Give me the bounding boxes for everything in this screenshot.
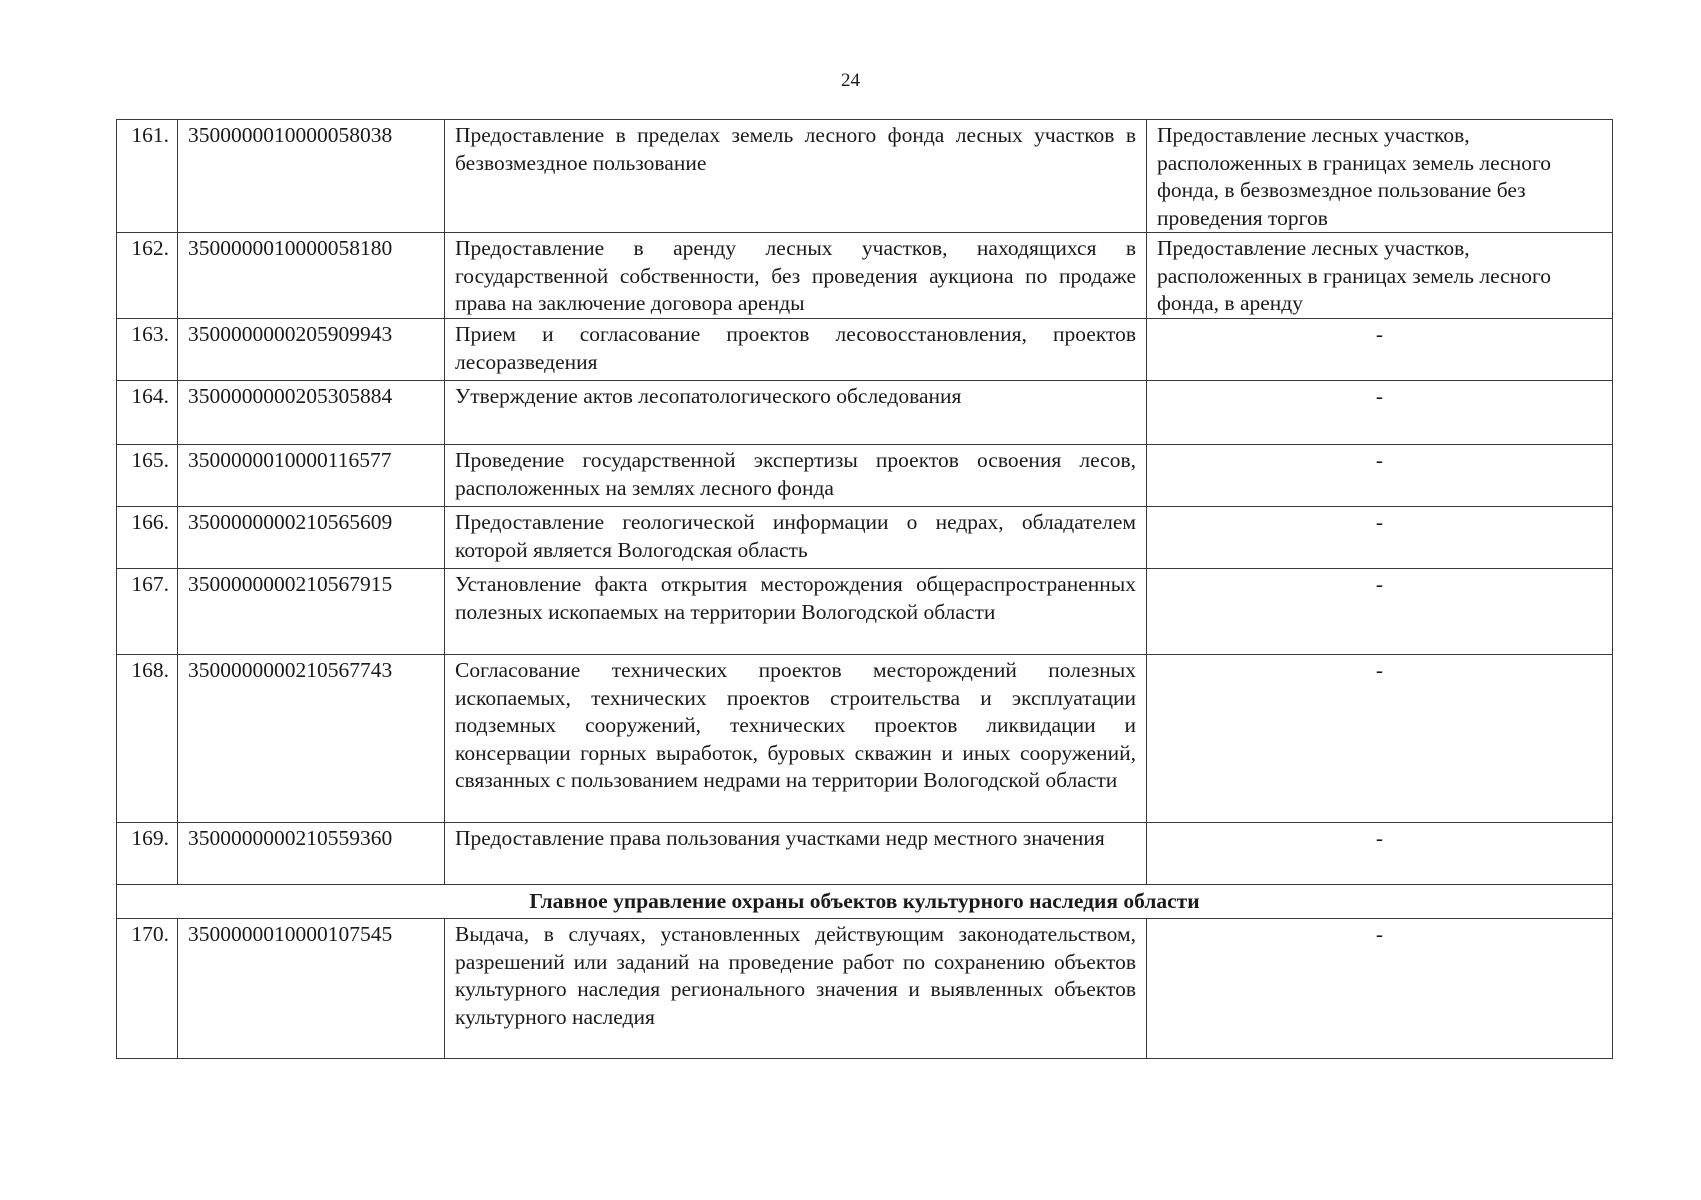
service-code: 3500000000210567743 [178, 655, 445, 823]
service-code: 3500000010000058180 [178, 233, 445, 319]
service-note: Предоставление лесных участков, расположенных в границах земель лесного фонда, в аренду [1147, 233, 1613, 319]
service-name: Согласование технических проектов месторождений полезных ископаемых, технических проектов строительства и эксплуатации подземных сооружений, технических проектов ликвидации и консервации горных выработок, буровых скважин и иных сооружений, связанных с пользованием недрами на территории Вологодской области [445, 655, 1147, 823]
service-code: 3500000010000116577 [178, 445, 445, 507]
table-row [117, 445, 1613, 507]
service-code: 3500000000205305884 [178, 381, 445, 445]
service-code: 3500000010000107545 [178, 919, 445, 1059]
service-note: - [1147, 655, 1613, 823]
row-number: 167. [117, 569, 178, 655]
table-row [117, 919, 1613, 1059]
row-number: 162. [117, 233, 178, 319]
service-note: - [1147, 569, 1613, 655]
service-name: Прием и согласование проектов лесовосстановления, проектов лесоразведения [445, 319, 1147, 381]
service-name: Предоставление геологической информации о недрах, обладателем которой является Вологодская область [445, 507, 1147, 569]
service-name: Предоставление права пользования участками недр местного значения [445, 823, 1147, 885]
service-note: - [1147, 919, 1613, 1059]
service-note: - [1147, 319, 1613, 381]
service-name: Установление факта открытия месторождения общераспространенных полезных ископаемых на территории Вологодской области [445, 569, 1147, 655]
table-row [117, 655, 1613, 823]
service-code: 3500000000210559360 [178, 823, 445, 885]
service-note: - [1147, 507, 1613, 569]
section-heading-row [117, 885, 1613, 919]
row-number: 166. [117, 507, 178, 569]
table-row [117, 381, 1613, 445]
table-row [117, 507, 1613, 569]
table-row [117, 120, 1613, 233]
service-name: Утверждение актов лесопатологического обследования [445, 381, 1147, 445]
service-note: - [1147, 445, 1613, 507]
row-number: 170. [117, 919, 178, 1059]
section-heading: Главное управление охраны объектов культурного наследия области [117, 885, 1613, 919]
service-code: 3500000000205909943 [178, 319, 445, 381]
row-number: 169. [117, 823, 178, 885]
service-name: Предоставление в пределах земель лесного фонда лесных участков в безвозмездное пользование [445, 120, 1147, 233]
service-note: - [1147, 381, 1613, 445]
table-row [117, 823, 1613, 885]
row-number: 168. [117, 655, 178, 823]
service-code: 3500000000210565609 [178, 507, 445, 569]
row-number: 165. [117, 445, 178, 507]
service-note: Предоставление лесных участков, расположенных в границах земель лесного фонда, в безвозмездное пользование без проведения торгов [1147, 120, 1613, 233]
row-number: 163. [117, 319, 178, 381]
service-note: - [1147, 823, 1613, 885]
table-row [117, 319, 1613, 381]
services-table [116, 119, 1613, 1059]
service-name: Выдача, в случаях, установленных действующим законодательством, разрешений или заданий на проведение работ по сохранению объектов культурного наследия регионального значения и выявленных объектов культурного наследия [445, 919, 1147, 1059]
service-code: 3500000000210567915 [178, 569, 445, 655]
service-code: 3500000010000058038 [178, 120, 445, 233]
row-number: 161. [117, 120, 178, 233]
table-row [117, 569, 1613, 655]
table-row [117, 233, 1613, 319]
service-name: Предоставление в аренду лесных участков, находящихся в государственной собственности, без проведения аукциона по продаже права на заключение договора аренды [445, 233, 1147, 319]
row-number: 164. [117, 381, 178, 445]
page-number: 24 [841, 70, 860, 91]
service-name: Проведение государственной экспертизы проектов освоения лесов, расположенных на землях лесного фонда [445, 445, 1147, 507]
